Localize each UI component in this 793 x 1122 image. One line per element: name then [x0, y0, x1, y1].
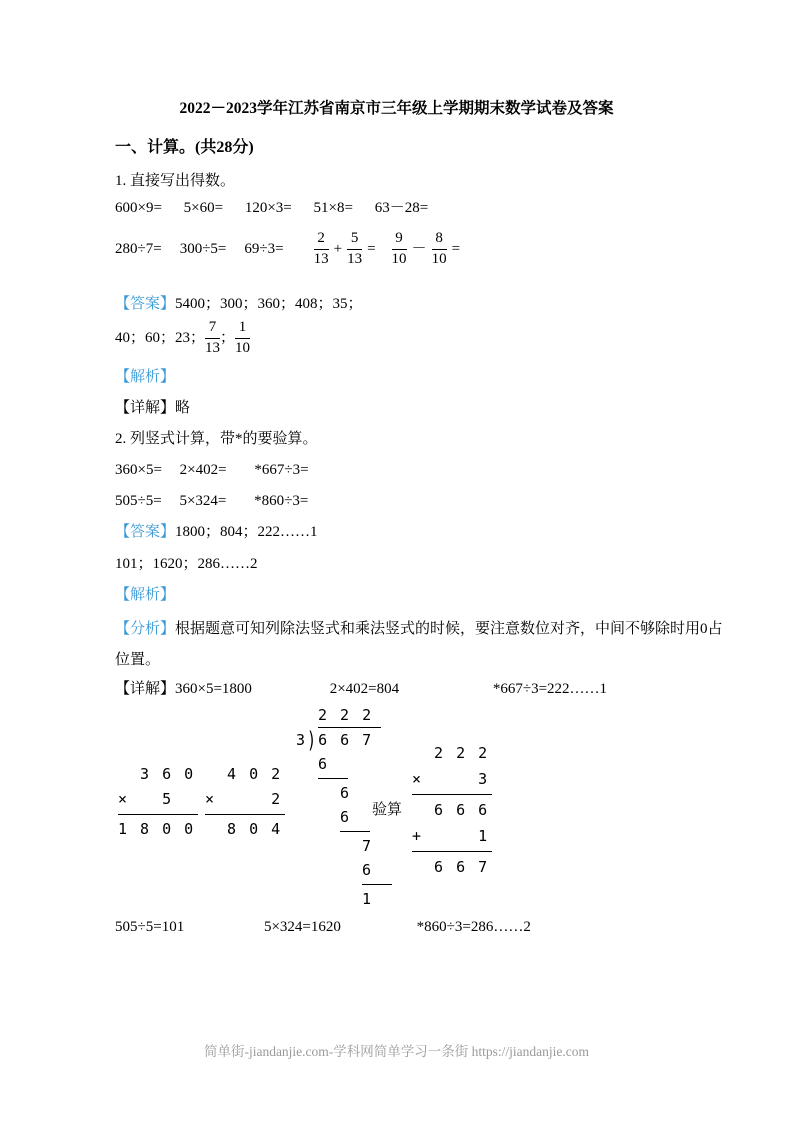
- answer-text: 1800；804；222……1: [175, 524, 318, 540]
- calc-row: × 5: [118, 790, 174, 808]
- q2-problems-row1: [115, 459, 327, 481]
- equals-sign: =: [451, 241, 461, 257]
- numerator: 8: [432, 230, 447, 249]
- fraction: [432, 230, 447, 268]
- operator: +: [333, 241, 343, 257]
- q1-stem: 1. 直接写出得数。: [115, 173, 236, 189]
- division-step: 6: [362, 861, 374, 879]
- detail-item: *667÷3=222……1: [492, 681, 608, 697]
- calc-row: 8 0 4: [205, 820, 283, 838]
- calc-rule-line: [318, 778, 348, 779]
- problem: 360×5=: [115, 462, 162, 478]
- verification-calc-222x3: [372, 740, 492, 880]
- problem: 5×324=: [179, 493, 227, 509]
- q1-answer-line2: [115, 316, 250, 360]
- detail-item: 2×402=804: [329, 681, 400, 697]
- xiangjie-label: 【详解】: [115, 400, 176, 416]
- problem: 5×60=: [183, 200, 224, 216]
- problem: 51×8=: [313, 200, 353, 216]
- division-remainder: 1: [362, 890, 374, 908]
- q1-jiexi-label: [115, 366, 175, 388]
- denominator: 13: [313, 250, 329, 267]
- fraction: [205, 319, 220, 357]
- fraction: [392, 230, 407, 268]
- calc-rule-line: [205, 814, 285, 815]
- numerator: 2: [314, 230, 329, 249]
- calc-row: × 2: [205, 790, 283, 808]
- calc-rule-line: [362, 884, 392, 885]
- q2-jiexi-label: [115, 584, 175, 606]
- numerator: 1: [235, 319, 250, 338]
- divisor: 3: [296, 731, 308, 749]
- answer-label: 【答案】: [115, 296, 176, 312]
- calc-row: 1 8 0 0: [118, 820, 196, 838]
- calc-rule-line: [412, 794, 492, 795]
- xiangjie-label: 【详解】: [115, 681, 176, 697]
- xiangjie-text: 略: [175, 400, 191, 416]
- calc-row: 2 2 2: [412, 744, 490, 762]
- denominator: 13: [205, 339, 221, 356]
- q2-answer-line1: [115, 521, 318, 543]
- problem: 300÷5=: [179, 241, 227, 257]
- problem: 2×402=: [179, 462, 227, 478]
- q1-xiangjie-line: [115, 397, 190, 419]
- result-item: 5×324=1620: [263, 919, 341, 935]
- calc-rule-line: [118, 814, 198, 815]
- q1-problems-row1: [115, 197, 446, 219]
- numerator: 7: [205, 319, 220, 338]
- dividend: 6 6 7: [318, 727, 381, 752]
- problem: 120×3=: [244, 200, 292, 216]
- problem: *860÷3=: [254, 493, 309, 509]
- answer-text: 5400；300；360；408；35；: [175, 296, 363, 312]
- denominator: 10: [391, 250, 407, 267]
- detail-item: 360×5=1800: [175, 681, 252, 697]
- answer-text: 40；60；23；: [115, 330, 206, 346]
- calc-row: 6 6 7: [412, 858, 490, 876]
- fraction-problem: [314, 230, 376, 268]
- q2-fenxi-paragraph: [115, 614, 727, 676]
- q2-stem: 2. 列竖式计算，带*的要验算。: [115, 431, 318, 447]
- q2-results-line: [115, 916, 531, 938]
- separator: ；: [220, 330, 236, 346]
- problem: 505÷5=: [115, 493, 162, 509]
- denominator: 13: [347, 250, 363, 267]
- calc-rule-line: [340, 831, 370, 832]
- denominator: 10: [431, 250, 447, 267]
- calc-row: 6 6 6: [412, 801, 490, 819]
- answer-label: 【答案】: [115, 524, 176, 540]
- problem: 280÷7=: [115, 241, 162, 257]
- jiexi-label: 【解析】: [115, 587, 176, 603]
- division-row: [296, 727, 392, 752]
- division-bracket: ): [307, 726, 319, 754]
- fraction: [314, 230, 329, 268]
- calc-row: 3 6 0: [118, 765, 196, 783]
- fenxi-label: 【分析】: [115, 621, 176, 637]
- denominator: 10: [235, 339, 251, 356]
- problem: 600×9=: [115, 200, 162, 216]
- q1-answer-line1: [115, 293, 363, 315]
- division-step: 6: [340, 784, 352, 802]
- fraction: [347, 230, 362, 268]
- division-step: 6: [318, 755, 330, 773]
- division-step: 6: [340, 808, 352, 826]
- quotient: 2 2 2: [318, 706, 374, 724]
- q1-problems-row2: [115, 226, 476, 272]
- problem: 69÷3=: [244, 241, 284, 257]
- section-heading: 一、计算。(共28分): [115, 139, 254, 156]
- calc-row: × 3: [412, 770, 490, 788]
- calc-rule-line: [412, 851, 492, 852]
- calc-row: 4 0 2: [205, 765, 283, 783]
- problem: *667÷3=: [254, 462, 309, 478]
- calc-row: + 1: [412, 827, 490, 845]
- result-item: 505÷5=101: [115, 919, 185, 935]
- equals-sign: =: [367, 241, 376, 257]
- q2-answer-line2: 101；1620；286……2: [115, 556, 258, 572]
- site-watermark-footer: 简单街-jiandanjie.com-学科网简单学习一条街 https://jiandanjie.com: [203, 1044, 590, 1059]
- numerator: 9: [392, 230, 407, 249]
- verify-label: 验算: [372, 802, 403, 818]
- numerator: 5: [347, 230, 362, 249]
- document-title: 2022－2023学年江苏省南京市三年级上学期期末数学试卷及答案: [179, 100, 614, 117]
- vertical-mult-402x2: [205, 762, 285, 842]
- vertical-mult-360x5: [118, 762, 198, 842]
- division-step: 7: [362, 837, 374, 855]
- jiexi-label: 【解析】: [115, 369, 176, 385]
- fraction: [235, 319, 250, 357]
- fenxi-text: 根据题意可知列除法竖式和乘法竖式的时候，要注意数位对齐，中间不够除时用0占位置。: [115, 621, 723, 668]
- operator: －: [411, 241, 427, 257]
- q2-problems-row2: [115, 490, 326, 512]
- fraction-problem: [392, 230, 460, 268]
- q2-xiangjie-line: [115, 678, 607, 700]
- problem: 63－28=: [374, 200, 429, 216]
- result-item: *860÷3=286……2: [416, 919, 531, 935]
